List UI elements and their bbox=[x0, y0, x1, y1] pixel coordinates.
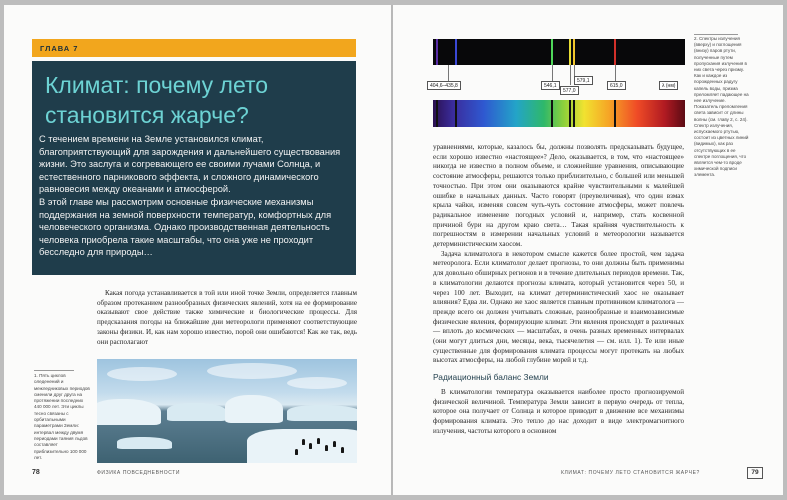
body-text-right bbox=[433, 143, 684, 436]
running-footer: ФИЗИКА ПОВСЕДНЕВНОСТИ bbox=[97, 470, 181, 476]
wavelength-label: 577,0 bbox=[560, 86, 579, 95]
body-paragraph: В климатологии температура оказывается наиболее просто прогнозируемой физической величиной. Температура Земли зависит в первую очередь от тепла, которое она получает от Солнца и которое приводит в движение все механизмы формирования климата. Это тепло до нас доходит в виде электромагнитного излучения, частоты которого в основном bbox=[433, 387, 684, 435]
emission-spectrum bbox=[433, 39, 685, 65]
wavelength-axis-label: λ (нм) bbox=[659, 81, 678, 90]
body-text-left bbox=[97, 289, 357, 347]
wavelength-label: 546,1 bbox=[541, 81, 560, 90]
page-number: 79 bbox=[747, 467, 763, 479]
page-title: Климат: почему лето становится жарче? bbox=[45, 72, 269, 128]
body-paragraph: Задача климатолога в некотором смысле кажется более простой, чем задача метеоролога. Если климатолог делает прогнозы, то они должны быть применимы для довольно обширных регионов и в течение длительных периодов времени. Так, в климатологии делаются прогнозы климата, который установится через 50, и через 100 лет. Выходит, на климат детерминистический хаос не оказывает влияния? Едва ли. Однако же хаос является главным противником климатолога — прежде всего он должен учитывать сложные, разнообразные и взаимозависимые физические явления, формирующие климат. Эти явления происходят в различных — вплоть до космических — масштабах, в очень разных временных интервалах (они могут длиться дни, месяцы, века, тысячелетия — см. илл. 1). Те или иные существенные для формирования климата процессы могут протекать на любых высотах атмосферы, на любой глубине морей и т.д. bbox=[433, 249, 684, 365]
figure-caption: 1. Пять циклов оледенений и межледниковых периодов сменили друг друга на протяжении последних 440 000 лет. Эти циклы тесно связаны с орбитальными параметрами Земли: интервал между двумя периодами таяния льдов составляет приблизительно 100 000 лет. bbox=[34, 373, 90, 460]
left-page bbox=[4, 5, 391, 495]
lead-paragraph: С течением времени на Земле установился климат, благоприятствующий для зарождения и дальнейшего существования жизни. Это заслуга и согревающего ее своими лучами Солнца, и естественного парникового эффекта, и сложного динамического равновесия между океанами и атмосферой. bbox=[39, 134, 341, 195]
chapter-lead bbox=[39, 133, 351, 259]
running-footer: КЛИМАТ: ПОЧЕМУ ЛЕТО СТАНОВИТСЯ ЖАРЧЕ? bbox=[561, 470, 700, 476]
right-page bbox=[393, 5, 783, 495]
mercury-spectrum-figure bbox=[430, 36, 685, 136]
caption-rule bbox=[34, 370, 74, 371]
body-paragraph: Какая погода устанавливается в той или иной точке Земли, определяется главным образом протеканием разнообразных физических явлений, хотя на ее формирование оказывают свое действие также химические и биологические процессы. Для предсказания погоды на ближайшие дни метеорологи применяют соответствующие законы физики. И, как нам хорошо известно, порой они ошибаются! Как же так, ведь они располагают bbox=[97, 289, 357, 346]
page-number: 78 bbox=[32, 469, 40, 476]
wavelength-label: 404,6–435,8 bbox=[427, 81, 461, 90]
absorption-spectrum bbox=[433, 100, 685, 127]
caption-rule bbox=[694, 34, 738, 35]
section-heading: Радиационный баланс Земли bbox=[433, 372, 549, 383]
figure-caption: 2. Спектры излучения (вверху) и поглощения (внизу) паров ртути, полученные путем пропускания излучения в них света через призму. Как и каждое из порожденных радугу капель воды, призма преломляет падающее на нее излучение. Показатель преломления света зависит от длины волны (см. главу 2, с. 24). Спектр излучения, испускаемого ртутью, состоит из цветных линий (видимых), как раз отсутствующих в ее спектре поглощения, что является чем-то вроде химической подписи элемента. bbox=[694, 36, 749, 178]
chapter-title-box bbox=[32, 61, 356, 275]
wavelength-label: 615,0 bbox=[607, 81, 626, 90]
wavelength-label: 579,1 bbox=[574, 76, 593, 85]
body-paragraph: уравнениями, которые, казалось бы, должны позволять предсказывать будущее, если хорошо известно «настоящее»? Дело, оказывается, в том, что «настоящее» никогда не известно в полном объеме, и сложнейшие уравнения, описывающие состояние атмосферы, решаются только приблизительно, с большей или меньшей точностью. При этом они оказываются крайне чувствительными к малейшей ошибке в начальных данных. Часто говорят (преувеличивая), что один взмах крыла чайки, изменяя совсем чуть-чуть состояние атмосферы, может повлечь радикальное изменение погодных условий и, например, стать косвенной причиной бури на другом краю света… Такая крайняя чувствительность к погрешностям в измерении начальных условий в метеорологии называется детерминистическим хаосом. bbox=[433, 143, 684, 249]
glacier-photo bbox=[97, 359, 357, 463]
lead-paragraph: В этой главе мы рассмотрим основные физические механизмы поддержания на земной поверхности температур, комфортных для человеческого организма. Однако производственная деятельность человека приобрела такие масштабы, что она уже не проходит бесследно для природы… bbox=[39, 196, 332, 258]
chapter-label: ГЛАВА 7 bbox=[32, 39, 356, 57]
